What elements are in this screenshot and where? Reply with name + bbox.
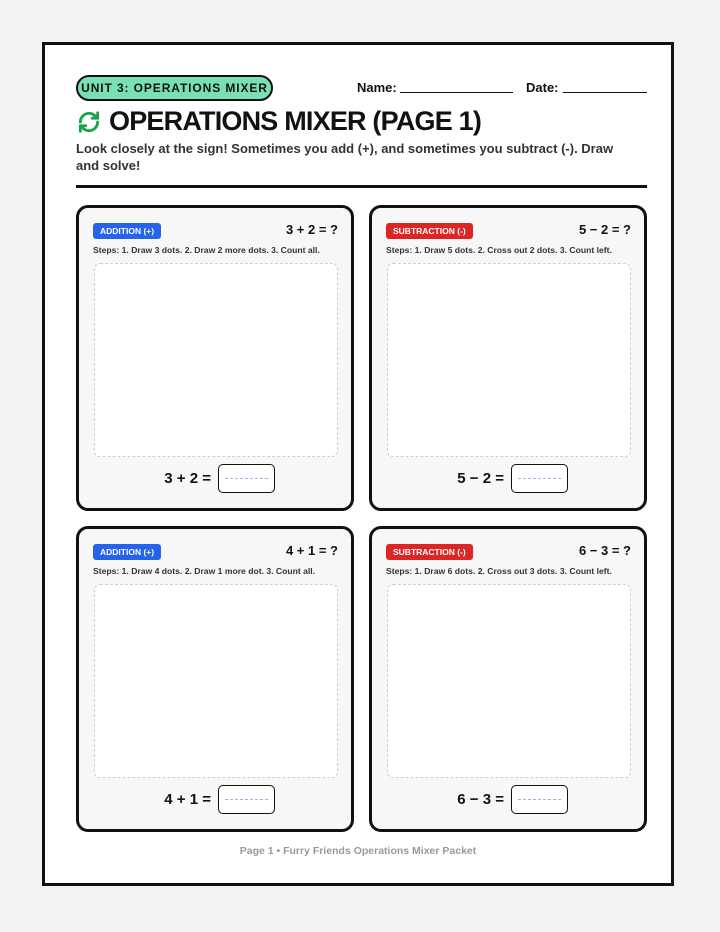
problem-text: 5 − 2 = ? bbox=[578, 222, 631, 237]
answer-box[interactable] bbox=[218, 464, 275, 493]
drawing-area[interactable] bbox=[387, 584, 631, 778]
date-label: Date: bbox=[526, 80, 559, 95]
steps-text: Steps: 1. Draw 6 dots. 2. Cross out 3 dots. 3. Count left. bbox=[386, 566, 612, 576]
steps-text: Steps: 1. Draw 4 dots. 2. Draw 1 more dot. 3. Count all. bbox=[93, 566, 316, 576]
header-divider bbox=[76, 185, 647, 188]
problem-card-subtraction bbox=[369, 526, 647, 832]
answer-box[interactable] bbox=[511, 464, 568, 493]
answer-guide-line bbox=[518, 799, 561, 800]
operation-tag: SUBTRACTION (-) bbox=[386, 544, 473, 560]
equation-text: 6 − 3 = bbox=[457, 791, 504, 808]
answer-guide-line bbox=[225, 478, 268, 479]
operation-tag: ADDITION (+) bbox=[93, 223, 161, 239]
problem-text: 6 − 3 = ? bbox=[578, 543, 631, 558]
drawing-area[interactable] bbox=[387, 263, 631, 457]
operation-tag: ADDITION (+) bbox=[93, 544, 161, 560]
drawing-area[interactable] bbox=[94, 263, 338, 457]
problem-text: 3 + 2 = ? bbox=[285, 222, 338, 237]
equation-text: 3 + 2 = bbox=[164, 470, 211, 487]
name-field[interactable] bbox=[400, 92, 513, 93]
worksheet-page bbox=[42, 42, 674, 886]
steps-text: Steps: 1. Draw 3 dots. 2. Draw 2 more dots. 3. Count all. bbox=[93, 245, 320, 255]
name-label: Name: bbox=[357, 80, 397, 95]
unit-badge: UNIT 3: OPERATIONS MIXER bbox=[76, 75, 273, 101]
problem-card-subtraction bbox=[369, 205, 647, 511]
answer-guide-line bbox=[225, 799, 268, 800]
operation-tag: SUBTRACTION (-) bbox=[386, 223, 473, 239]
problem-text: 4 + 1 = ? bbox=[285, 543, 338, 558]
instructions: Look closely at the sign! Sometimes you add (+), and sometimes you subtract (-). Draw and solve! bbox=[76, 141, 614, 173]
refresh-icon bbox=[76, 109, 102, 135]
answer-guide-line bbox=[518, 478, 561, 479]
page-title: OPERATIONS MIXER (PAGE 1) bbox=[109, 106, 482, 136]
answer-box[interactable] bbox=[511, 785, 568, 814]
equation-text: 5 − 2 = bbox=[457, 470, 504, 487]
page-footer: Page 1 • Furry Friends Operations Mixer Packet bbox=[239, 845, 477, 857]
steps-text: Steps: 1. Draw 5 dots. 2. Cross out 2 dots. 3. Count left. bbox=[386, 245, 612, 255]
problem-card-addition bbox=[76, 526, 354, 832]
answer-box[interactable] bbox=[218, 785, 275, 814]
equation-text: 4 + 1 = bbox=[164, 791, 211, 808]
problem-card-addition bbox=[76, 205, 354, 511]
date-field[interactable] bbox=[563, 92, 647, 93]
drawing-area[interactable] bbox=[94, 584, 338, 778]
